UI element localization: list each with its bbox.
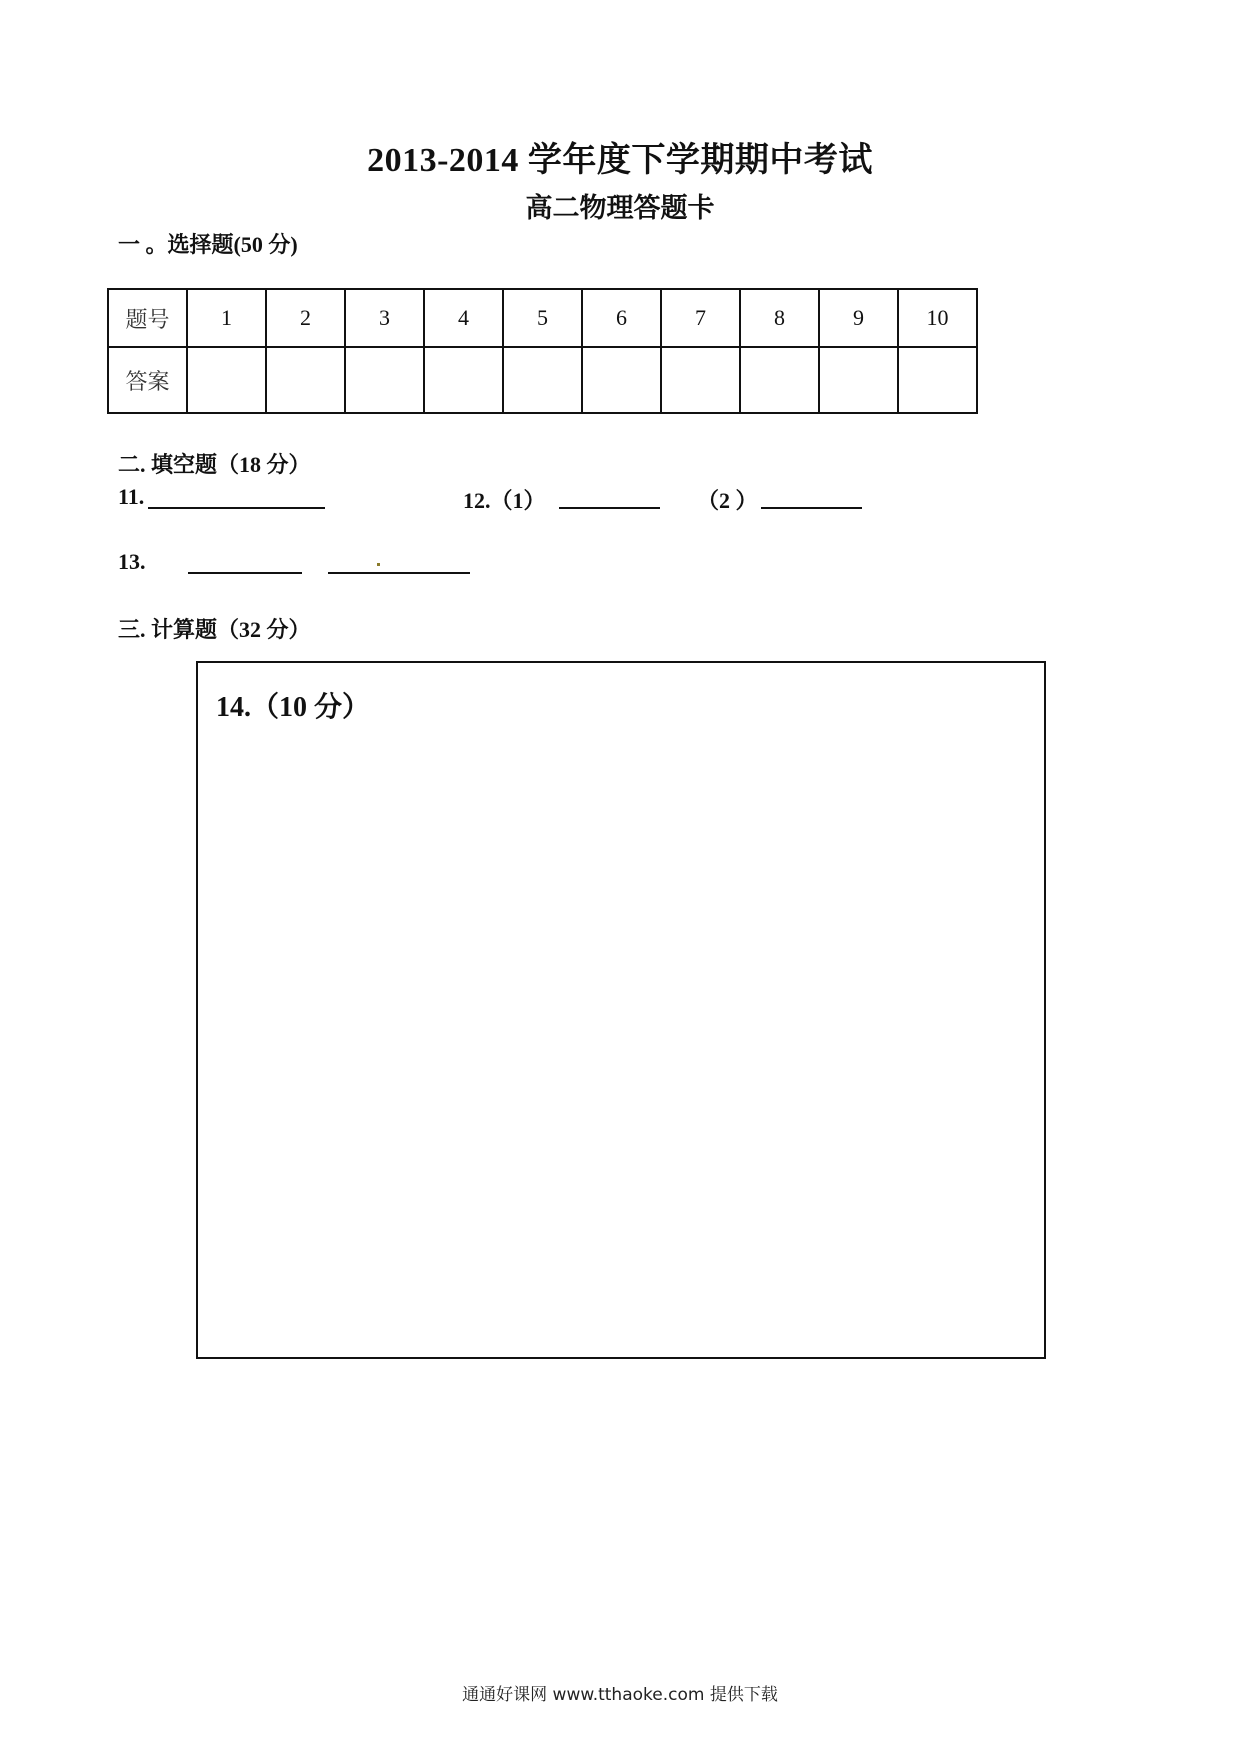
q12-part2-blank[interactable] [761,507,862,509]
answer-cell[interactable] [424,347,503,413]
section-choice-heading: 一 。选择题(50 分) [118,232,298,257]
stray-mark [377,563,380,566]
answer-cell[interactable] [345,347,424,413]
q12-part1-label: 12.（1） [463,488,546,513]
answer-table [107,288,978,414]
question-number-cell: 6 [582,289,661,347]
question-number-cell: 10 [898,289,977,347]
row-label-number: 题号 [108,289,187,347]
q11-label: 11. [118,484,145,509]
section-calc-heading: 三. 计算题（32 分） [118,617,311,642]
question-number-cell: 5 [503,289,582,347]
footer-credit: 通通好课网 www.tthaoke.com 提供下载 [462,1685,778,1705]
question-number-cell: 4 [424,289,503,347]
answer-cell[interactable] [819,347,898,413]
answer-cell[interactable] [266,347,345,413]
question-number-cell: 9 [819,289,898,347]
section-fill-heading: 二. 填空题（18 分） [118,452,311,477]
question-number-cell: 7 [661,289,740,347]
answer-cell[interactable] [503,347,582,413]
q14-label: 14.（10 分） [216,692,371,723]
q13-blank-2[interactable] [328,572,470,574]
q12-part2-label: （2 ） [697,488,758,513]
q14-answer-box[interactable] [196,661,1046,1359]
question-number-cell: 3 [345,289,424,347]
answer-table-answer-row [108,347,977,413]
page-subtitle: 高二物理答题卡 [525,193,715,223]
q12-part1-blank[interactable] [559,507,660,509]
answer-cell[interactable] [187,347,266,413]
answer-cell[interactable] [898,347,977,413]
answer-cell[interactable] [740,347,819,413]
q13-blank-1[interactable] [188,572,302,574]
answer-table-number-row [108,289,977,347]
question-number-cell: 8 [740,289,819,347]
question-number-cell: 1 [187,289,266,347]
q11-blank[interactable] [148,507,325,509]
row-label-answer: 答案 [108,347,187,413]
page-title: 2013-2014 学年度下学期期中考试 [367,142,873,179]
answer-cell[interactable] [582,347,661,413]
q13-label: 13. [118,549,146,574]
answer-cell[interactable] [661,347,740,413]
question-number-cell: 2 [266,289,345,347]
